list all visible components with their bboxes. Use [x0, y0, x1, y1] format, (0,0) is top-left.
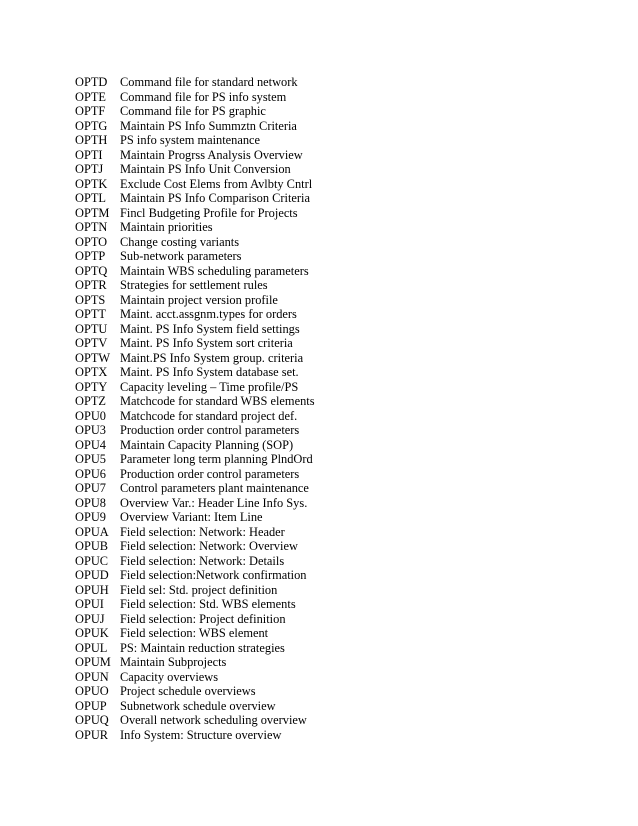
- transaction-code: OPU3: [75, 423, 106, 437]
- transaction-description: Exclude Cost Elems from Avlbty Cntrl: [120, 176, 313, 191]
- list-item: [75, 423, 595, 438]
- transaction-code: OPUP: [75, 698, 107, 713]
- list-item: [75, 452, 595, 467]
- transaction-description: Overview Var.: Header Line Info Sys.: [120, 495, 308, 510]
- transaction-description: Command file for PS graphic: [120, 104, 266, 118]
- transaction-description: Subnetwork schedule overview: [120, 698, 276, 713]
- transaction-description: Field selection: WBS element: [120, 626, 269, 640]
- transaction-code: OPU6: [75, 466, 106, 481]
- transaction-code: OPUR: [75, 727, 109, 742]
- transaction-description: Field selection: Std. WBS elements: [120, 597, 296, 611]
- list-item: [75, 307, 595, 322]
- transaction-description: Fincl Budgeting Profile for Projects: [120, 205, 298, 220]
- transaction-code: OPTO: [75, 234, 108, 249]
- list-item: [75, 148, 595, 163]
- transaction-code: OPTR: [75, 278, 107, 292]
- list-item: [75, 510, 595, 525]
- transaction-description: Maintain Subprojects: [120, 655, 227, 669]
- transaction-code: OPTL: [75, 191, 106, 205]
- transaction-description: Capacity overviews: [120, 669, 219, 684]
- transaction-description: Sub-network parameters: [120, 249, 242, 263]
- list-item: [75, 104, 595, 119]
- list-item: [75, 75, 595, 90]
- transaction-description: Maintain WBS scheduling parameters: [120, 263, 309, 278]
- transaction-code: OPTV: [75, 336, 108, 350]
- transaction-description: Overview Variant: Item Line: [120, 510, 263, 524]
- list-item: [75, 409, 595, 424]
- list-item: [75, 539, 595, 554]
- list-item: [75, 278, 595, 293]
- list-item: [75, 235, 595, 250]
- transaction-description: Maintain PS Info Comparison Criteria: [120, 191, 310, 205]
- transaction-code: OPTF: [75, 104, 106, 118]
- list-item: [75, 206, 595, 221]
- transaction-code: OPUB: [75, 539, 109, 553]
- transaction-code: OPUL: [75, 640, 108, 655]
- list-item: [75, 728, 595, 743]
- list-item: [75, 612, 595, 627]
- transaction-code: OPTP: [75, 249, 106, 263]
- transaction-code: OPTE: [75, 89, 106, 104]
- list-item: [75, 293, 595, 308]
- list-item: [75, 264, 595, 279]
- transaction-code: OPTQ: [75, 263, 108, 278]
- transaction-description: PS: Maintain reduction strategies: [120, 640, 285, 655]
- transaction-code: OPU8: [75, 495, 106, 510]
- list-item: [75, 177, 595, 192]
- list-item: [75, 626, 595, 641]
- transaction-code: OPTD: [75, 75, 108, 89]
- transaction-code: OPUA: [75, 524, 109, 539]
- transaction-code: OPTS: [75, 292, 106, 307]
- transaction-code-list: [75, 75, 595, 742]
- transaction-code: OPTG: [75, 118, 108, 133]
- list-item: [75, 249, 595, 264]
- transaction-description: Maintain Progrss Analysis Overview: [120, 147, 303, 162]
- list-item: [75, 641, 595, 656]
- transaction-description: Maint. PS Info System database set.: [120, 365, 299, 379]
- transaction-code: OPTN: [75, 220, 108, 234]
- transaction-description: Production order control parameters: [120, 423, 300, 437]
- transaction-description: Command file for PS info system: [120, 89, 287, 104]
- transaction-description: Capacity leveling – Time profile/PS: [120, 379, 299, 394]
- transaction-code: OPTW: [75, 350, 111, 365]
- transaction-description: Maintain PS Info Unit Conversion: [120, 162, 291, 176]
- list-item: [75, 380, 595, 395]
- list-item: [75, 670, 595, 685]
- transaction-description: Parameter long term planning PlndOrd: [120, 452, 313, 466]
- transaction-code: OPUN: [75, 669, 109, 684]
- transaction-code: OPU4: [75, 437, 106, 452]
- list-item: [75, 351, 595, 366]
- transaction-code: OPTJ: [75, 162, 104, 176]
- transaction-description: Field sel: Std. project definition: [120, 582, 278, 597]
- list-item: [75, 438, 595, 453]
- list-item: [75, 496, 595, 511]
- transaction-code: OPUC: [75, 553, 109, 568]
- transaction-description: PS info system maintenance: [120, 133, 261, 147]
- transaction-code: OPTH: [75, 133, 108, 147]
- transaction-code: OPU0: [75, 408, 106, 423]
- list-item: [75, 554, 595, 569]
- list-item: [75, 162, 595, 177]
- transaction-code: OPU5: [75, 452, 106, 466]
- transaction-code: OPUK: [75, 626, 109, 640]
- transaction-code: OPUM: [75, 655, 111, 669]
- transaction-code: OPU7: [75, 481, 106, 495]
- transaction-description: Matchcode for standard WBS elements: [120, 394, 315, 408]
- transaction-description: Project schedule overviews: [120, 684, 256, 698]
- transaction-code: OPTU: [75, 321, 108, 336]
- list-item: [75, 90, 595, 105]
- transaction-code: OPUD: [75, 568, 109, 582]
- list-item: [75, 119, 595, 134]
- transaction-description: Matchcode for standard project def.: [120, 408, 298, 423]
- list-item: [75, 655, 595, 670]
- transaction-code: OPTT: [75, 307, 106, 321]
- transaction-description: Maintain Capacity Planning (SOP): [120, 437, 294, 452]
- transaction-code: OPUO: [75, 684, 109, 698]
- list-item: [75, 394, 595, 409]
- transaction-code: OPTX: [75, 365, 108, 379]
- list-item: [75, 699, 595, 714]
- transaction-description: Maint.PS Info System group. criteria: [120, 350, 304, 365]
- transaction-description: Maintain project version profile: [120, 292, 278, 307]
- transaction-code: OPU9: [75, 510, 106, 524]
- transaction-description: Maint. PS Info System sort criteria: [120, 336, 293, 350]
- transaction-description: Control parameters plant maintenance: [120, 481, 309, 495]
- transaction-description: Maint. PS Info System field settings: [120, 321, 300, 336]
- list-item: [75, 191, 595, 206]
- list-item: [75, 481, 595, 496]
- transaction-code: OPTM: [75, 205, 110, 220]
- list-item: [75, 365, 595, 380]
- transaction-description: Strategies for settlement rules: [120, 278, 268, 292]
- transaction-code: OPUQ: [75, 713, 109, 727]
- transaction-description: Command file for standard network: [120, 75, 298, 89]
- transaction-description: Change costing variants: [120, 234, 240, 249]
- transaction-description: Production order control parameters: [120, 466, 300, 481]
- list-item: [75, 133, 595, 148]
- transaction-code: OPUI: [75, 597, 104, 611]
- list-item: [75, 597, 595, 612]
- list-item: [75, 713, 595, 728]
- transaction-description: Field selection: Project definition: [120, 611, 286, 626]
- transaction-code: OPTI: [75, 147, 103, 162]
- transaction-description: Maintain PS Info Summztn Criteria: [120, 118, 297, 133]
- list-item: [75, 583, 595, 598]
- transaction-code: OPTY: [75, 379, 108, 394]
- transaction-description: Maint. acct.assgnm.types for orders: [120, 307, 297, 321]
- transaction-description: Field selection: Network: Details: [120, 553, 285, 568]
- transaction-code: OPTZ: [75, 394, 106, 408]
- transaction-description: Overall network scheduling overview: [120, 713, 307, 727]
- transaction-code: OPUJ: [75, 611, 105, 626]
- list-item: [75, 568, 595, 583]
- list-item: [75, 220, 595, 235]
- transaction-description: Field selection:Network confirmation: [120, 568, 307, 582]
- transaction-code: OPTK: [75, 176, 108, 191]
- list-item: [75, 525, 595, 540]
- list-item: [75, 336, 595, 351]
- list-item: [75, 322, 595, 337]
- transaction-description: Field selection: Network: Header: [120, 524, 285, 539]
- list-item: [75, 467, 595, 482]
- transaction-code: OPUH: [75, 582, 109, 597]
- transaction-description: Maintain priorities: [120, 220, 213, 234]
- list-item: [75, 684, 595, 699]
- transaction-description: Info System: Structure overview: [120, 727, 282, 742]
- transaction-description: Field selection: Network: Overview: [120, 539, 298, 553]
